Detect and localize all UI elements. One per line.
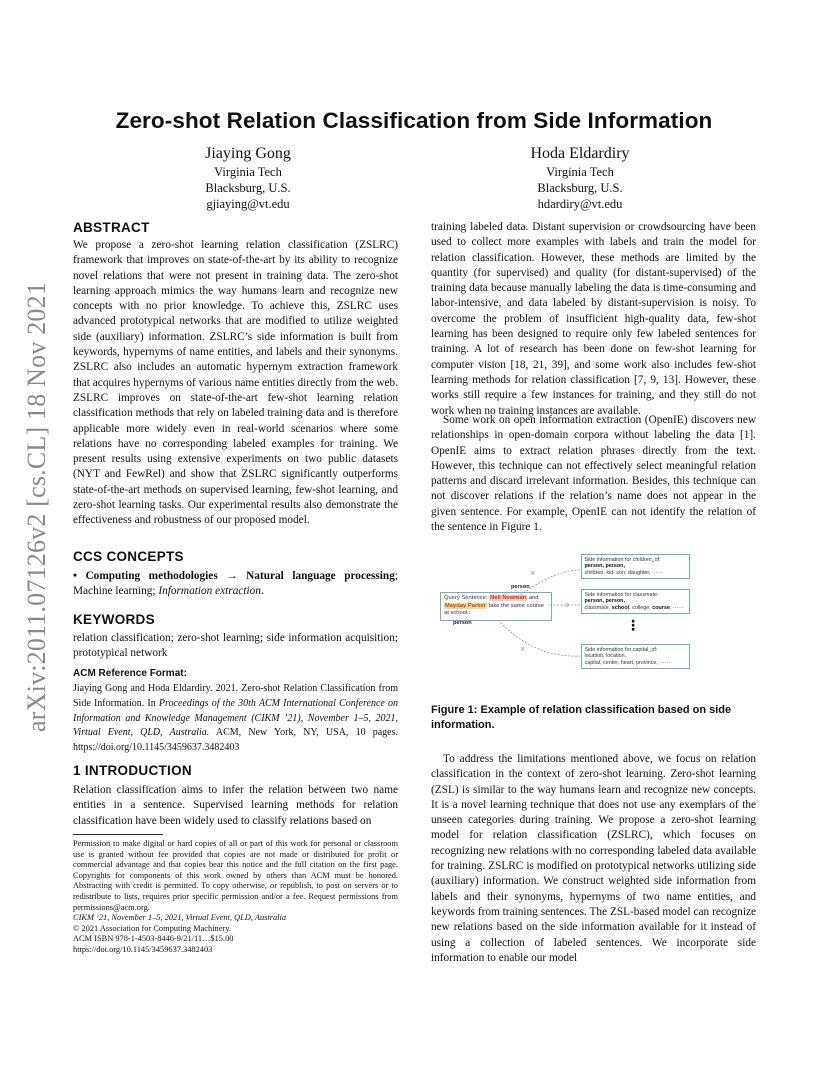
entity-1: Nell Newman — [490, 595, 527, 601]
footnote-rule — [73, 834, 163, 835]
author-location: Blacksburg, U.S. — [537, 181, 623, 195]
author-block-1 — [148, 145, 348, 212]
connector-capital-of — [498, 620, 581, 656]
ccs-end: . — [260, 585, 264, 598]
ccs-text — [73, 569, 398, 600]
side-info-keywords — [585, 605, 687, 612]
entity-type-label: person — [453, 620, 472, 626]
vertical-ellipsis-icon: ⋮ — [626, 617, 640, 633]
query-text: and — [527, 595, 539, 601]
keyword-bold: course — [652, 605, 670, 612]
ccs-bold: • Computing methodologies → Natural language processing — [73, 570, 395, 582]
introduction-heading: 1 INTRODUCTION — [73, 763, 192, 778]
figure-caption: Figure 1: Example of relation classification based on side information. — [431, 704, 732, 731]
side-info-title: Side information for capital_of: — [584, 646, 658, 653]
acm-reference-heading: ACM Reference Format: — [73, 668, 187, 679]
side-info-hypernyms: person, person, — [584, 563, 625, 570]
abstract-text: We propose a zero-shot learning relation classification (ZSLRC) framework that improves on state-of-the-art by its ability to recognize novel relations that were not present in training data. The zero-shot learning approach mimics the way humans learn and recognize new concepts with no prior knowledge. To achieve this, ZSLRC uses advanced prototypical networks that are modified to utilize weighted side (auxiliary) information. ZSLRC’s side information is built from keywords, hypernyms of name entities, and labels and their synonyms. ZSLRC also includes an automatic hypernym extraction framework that acquires hypernyms of various name entities directly from the web. ZSLRC improves on state-of-the-art few-shot learning relation classification methods that rely on labeled training data and is therefore applicable more widely even in real-world scenarios where some relations have no corresponding labeled examples for training. We present results using extensive experiments on two public datasets (NYT and FewRel) and show that ZSLRC significantly outperforms state-of-the-art methods on supervised learning, few-shot learning, and zero-shot learning tasks. Our experimental results also demonstrate the effectiveness and robustness of our proposed model. — [73, 239, 398, 527]
author-location: Blacksburg, U.S. — [205, 181, 291, 195]
right-paragraph-3: To address the limitations mentioned above, we focus on relation classification in the context of zero-shot learning. Zero-shot learning (ZSL) is similar to the way humans learn and recognize new concepts. It is a novel learning technique that does not use any exemplars of the unseen categories during training. We propose a zero-shot learning model for relation classification (ZSLRC), which focuses on recognizing new relations with no corresponding labeled data available for training. ZSLRC is modified on prototypical networks utilizing side (auxiliary) information. We construct weighted side information from labels and their synonyms, hypernyms of two name entities, and keywords from training sentences. The ZSL-based model can recognize new relations based on the side information available for it instead of using a collection of labeled sentences. We incorporate side information to enable our model — [431, 753, 756, 964]
right-paragraph-2: Some work on open information extraction (OpenIE) discovers new relationships in open-domain corpora without labeling the data [1]. OpenIE aims to extract relation phrases directly from the text. However, this technique can not effectively select meaningful relation patterns and discard irrelevant information. Besides, this technique can not discover relations if the relation’s name does not appear in the given sentence. For example, OpenIE can not identify the relation of the sentence in Figure 1. — [431, 414, 756, 534]
footnote-conference: CIKM ’21, November 1–5, 2021, Virtual Event, QLD, Australia — [73, 913, 287, 923]
keywords-heading: KEYWORDS — [73, 612, 155, 627]
side-info-keywords: children, kid, son, daughter, ······ — [584, 570, 663, 577]
footnote-permission: Permission to make digital or hard copies of all or part of this work for personal or classroom use is granted without fee provided that copies are not made or distributed for profit or commercial advantage and that copies bear this notice and the full citation on the first page. Copyrights for components of this work owned by others than ACM must be honored. Abstracting with credit is permitted. To copy otherwise, or republish, to post on servers or to redistribute to lists, requires prior specific permission and/or a fee. Request permissions from permissions@acm.org. — [73, 839, 398, 912]
acm-ref-italic: Proceedings of the 30th ACM International Conference on Information and Knowledge Management (CIKM ’21), November 1–5, 2021, Virtual Event, QLD, Australia. — [73, 697, 399, 739]
keyword-bold: school — [611, 605, 630, 612]
side-info-hypernyms: location, location, — [584, 653, 627, 660]
right-paragraph-1: training labeled data. Distant supervision or crowdsourcing have been used to collect more examples with labels and train the model for relation classification. However, these methods are limited by the quantity (for supervised) and quality (for distant-supervised) of the training data because manually labeling the data is time-consuming and labor-intensive, and data labeled by distant-supervision is noisy. To overcome the problem of insufficient high-quality data, few-shot learning has been designed to require only few labeled sentences for training. A lot of research has been done on few-shot learning for computer vision [18, 21, 39], and some work also includes few-shot learning methods for relation classification [7, 9, 13]. However, these works still require a few instances for training, and they still do not work when no training instances are available. — [431, 221, 756, 417]
entity-type-label: person — [511, 584, 530, 590]
abstract-heading: ABSTRACT — [73, 220, 150, 235]
keywords-text: relation classification; zero-shot learning; side information acquisition; prototypical network — [73, 632, 398, 660]
ccs-rest: ; Machine learning; — [73, 570, 398, 598]
author-affiliation: Virginia Tech — [546, 165, 614, 179]
side-info-title: Side information for children_of: — [584, 556, 661, 563]
side-info-box-children-of — [581, 554, 690, 579]
author-email: hdardiry@vt.edu — [537, 197, 623, 211]
acm-ref-part1: Jiaying Gong and Hoda Eldardiry. 2021. Zero-shot Relation Classification from Side Information. In — [73, 683, 398, 709]
author-block-2 — [480, 145, 680, 212]
query-text: take the same course at school . — [444, 602, 544, 616]
author-affiliation: Virginia Tech — [214, 165, 282, 179]
ccs-italic: Information extraction — [158, 585, 261, 598]
footnote-copyright: © 2021 Association for Computing Machinery. — [73, 923, 231, 933]
footnote-isbn: ACM ISBN 978-1-4503-8446-9/21/11…$15.00 — [73, 934, 234, 944]
keyword: , college, — [629, 605, 653, 612]
keyword: , ······ — [669, 605, 684, 612]
author-name: Jiaying Gong — [205, 145, 291, 162]
side-info-keywords: capital, center, heart, province, ······ — [584, 660, 671, 667]
query-sentence-box — [440, 592, 552, 621]
intro-paragraph: Relation classification aims to infer the relation between two name entities in a sentence. Supervised learning methods for relation classification have been widely used to classify relations based on — [73, 784, 398, 827]
figure-1 — [438, 552, 756, 677]
side-info-title: Side information for classmate: — [584, 591, 659, 598]
cross-mark-icon: × — [530, 568, 536, 578]
query-prefix: Query Sentence: — [444, 595, 490, 601]
author-name: Hoda Eldardiry — [530, 145, 630, 162]
footnote-doi: https://doi.org/10.1145/3459637.3482403 — [73, 944, 213, 954]
acm-reference-text — [73, 682, 398, 756]
cross-mark-icon: × — [520, 644, 526, 654]
acm-ref-part2: ACM, New York, NY, USA, 10 pages. https://doi.org/10.1145/3459637.3482403 — [73, 727, 398, 754]
side-info-hypernyms: person, person, — [584, 598, 625, 605]
paper-title: Zero-shot Relation Classification from Side Information — [115, 108, 713, 133]
arxiv-stamp: arXiv:2011.07126v2 [cs.CL] 18 Nov 2021 — [22, 281, 51, 732]
side-info-box-classmate — [581, 589, 690, 614]
author-email: gjiaying@vt.edu — [206, 197, 290, 211]
entity-2: Mayday Parker — [445, 602, 486, 609]
keyword: classmate, — [584, 605, 612, 612]
footnote — [73, 839, 398, 956]
ccs-heading: CCS CONCEPTS — [73, 549, 184, 564]
side-info-box-capital-of — [581, 644, 690, 669]
